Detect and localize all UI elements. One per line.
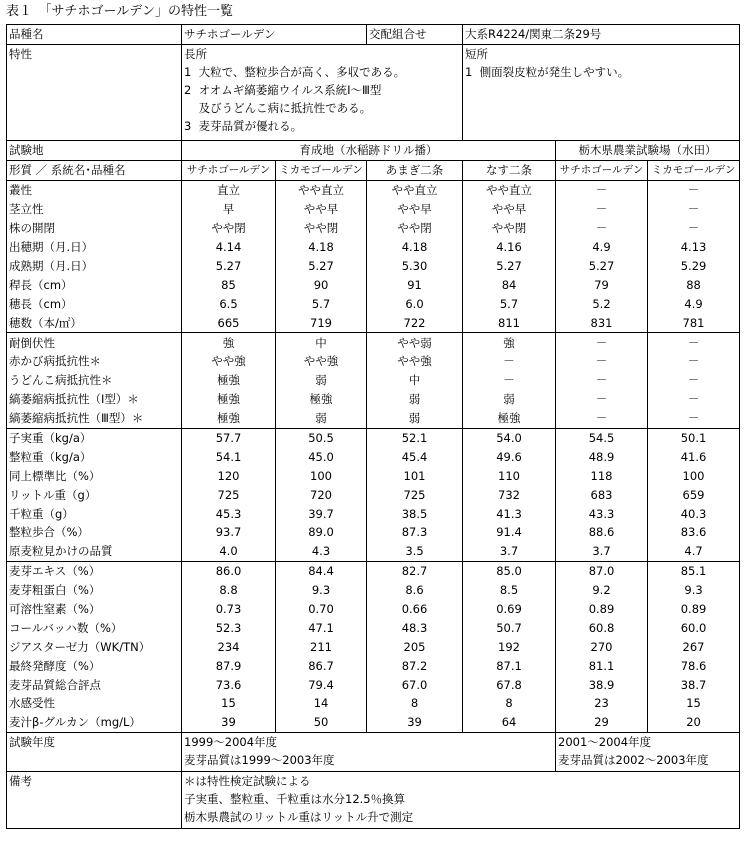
table-title: 表１ 「サチホゴールデン」の特性一覧 xyxy=(6,4,233,19)
cell-value: 41.6 xyxy=(648,447,740,466)
row-label: 原麦粒見かけの品質 xyxy=(7,542,182,561)
row-label: 同上標準比（%） xyxy=(7,466,182,485)
cell-value: 0.70 xyxy=(276,600,367,619)
cell-value: － xyxy=(648,200,740,219)
table-row xyxy=(7,542,740,561)
cell-value: 85.0 xyxy=(463,561,556,580)
cell-value: 8 xyxy=(367,694,463,713)
cell-value: 極強 xyxy=(182,409,276,428)
cell-value: － xyxy=(556,219,648,238)
cell-value: 90 xyxy=(276,275,367,294)
cell-value: 23 xyxy=(556,694,648,713)
strength-line: 及びうどんこ病に抵抗性である。 xyxy=(184,101,372,115)
cell-value: 79.4 xyxy=(276,675,367,694)
column-header: なす二条 xyxy=(463,161,556,181)
cell-value: 20 xyxy=(648,713,740,732)
cell-value: 83.6 xyxy=(648,523,740,542)
table-row xyxy=(7,200,740,219)
cross-value: 大系R4224/関東二条29号 xyxy=(463,25,740,45)
row-label: コールバッハ数（%） xyxy=(7,618,182,637)
note-line: 子実重、整粒重、千粒重は水分12.5％換算 xyxy=(184,791,406,806)
cell-value: 強 xyxy=(182,333,276,352)
site1-years-line: 麦芽品質は1999～2003年度 xyxy=(184,752,335,767)
row-label: 千粒重（g） xyxy=(7,504,182,523)
site1-years xyxy=(182,732,556,771)
cell-value: 弱 xyxy=(367,390,463,409)
cell-value: 48.9 xyxy=(556,447,648,466)
row-label: 整粒重（kg/a） xyxy=(7,447,182,466)
cell-value: やや早 xyxy=(463,200,556,219)
cell-value: 720 xyxy=(276,485,367,504)
cell-value: － xyxy=(556,409,648,428)
cell-value: 0.89 xyxy=(556,600,648,619)
cell-value: 118 xyxy=(556,466,648,485)
cell-value: 4.9 xyxy=(648,294,740,313)
strength-line: 1 大粒で、整粒歩合が高く、多収である。 xyxy=(184,65,406,79)
cell-value: 64 xyxy=(463,713,556,732)
cell-value: 強 xyxy=(463,333,556,352)
site2-years-line: 麦芽品質は2002～2003年度 xyxy=(558,752,709,767)
weakness-line: 1 側面裂皮粒が発生しやすい。 xyxy=(465,65,630,79)
site2-years-line: 2001～2004年度 xyxy=(558,734,652,749)
variety-label: 品種名 xyxy=(7,25,182,45)
site1-name: 育成地（水稲跡ドリル播） xyxy=(182,141,556,161)
table-row xyxy=(7,352,740,371)
cell-value: 86.0 xyxy=(182,561,276,580)
cell-value: 732 xyxy=(463,485,556,504)
cell-value: 54.0 xyxy=(463,428,556,447)
table-row xyxy=(7,637,740,656)
cell-value: 234 xyxy=(182,637,276,656)
row-label: 麦芽品質総合評点 xyxy=(7,675,182,694)
cell-value: 86.7 xyxy=(276,656,367,675)
cell-value: 665 xyxy=(182,313,276,332)
strengths-cell xyxy=(182,45,463,141)
cell-value: 87.2 xyxy=(367,656,463,675)
row-label: 麦芽エキス（%） xyxy=(7,561,182,580)
cell-value: 14 xyxy=(276,694,367,713)
cell-value: やや強 xyxy=(182,352,276,371)
row-label: 叢性 xyxy=(7,181,182,200)
characteristics-table xyxy=(6,24,740,829)
cell-value: 弱 xyxy=(367,409,463,428)
table-row xyxy=(7,390,740,409)
cell-value: 60.0 xyxy=(648,618,740,637)
cell-value: － xyxy=(556,181,648,200)
table-row xyxy=(7,294,740,313)
cell-value: 39.7 xyxy=(276,504,367,523)
cell-value: 4.9 xyxy=(556,238,648,257)
cell-value: 52.1 xyxy=(367,428,463,447)
cell-value: － xyxy=(556,352,648,371)
row-label: 成熟期（月.日） xyxy=(7,257,182,276)
cell-value: 78.6 xyxy=(648,656,740,675)
cell-value: 3.7 xyxy=(556,542,648,561)
cell-value: 87.9 xyxy=(182,656,276,675)
table-row xyxy=(7,694,740,713)
cell-value: 205 xyxy=(367,637,463,656)
note-line: 栃木県農試のリットル重はリットル升で測定 xyxy=(184,809,414,824)
table-row xyxy=(7,428,740,447)
row-label: 縞萎縮病抵抗性（Ⅲ型）＊ xyxy=(7,409,182,428)
row-label: 赤かび病抵抗性＊ xyxy=(7,352,182,371)
cell-value: やや早 xyxy=(367,200,463,219)
column-header: ミカモゴールデン xyxy=(276,161,367,181)
cell-value: 0.73 xyxy=(182,600,276,619)
row-label: 茎立性 xyxy=(7,200,182,219)
cell-value: 120 xyxy=(182,466,276,485)
cell-value: 267 xyxy=(648,637,740,656)
cell-value: 8 xyxy=(463,694,556,713)
row-label: 最終発酵度（%） xyxy=(7,656,182,675)
cell-value: 811 xyxy=(463,313,556,332)
cell-value: 84 xyxy=(463,275,556,294)
row-label: 水感受性 xyxy=(7,694,182,713)
cell-value: 極強 xyxy=(463,409,556,428)
column-header: ミカモゴールデン xyxy=(648,161,740,181)
table-row xyxy=(7,618,740,637)
cell-value: － xyxy=(556,371,648,390)
cell-value: 極強 xyxy=(182,390,276,409)
cell-value: － xyxy=(648,409,740,428)
cell-value: 4.7 xyxy=(648,542,740,561)
cell-value: 831 xyxy=(556,313,648,332)
cell-value: 781 xyxy=(648,313,740,332)
cell-value: 5.7 xyxy=(276,294,367,313)
row-label: 整粒歩合（%） xyxy=(7,523,182,542)
row-label: 麦芽粗蛋白（%） xyxy=(7,581,182,600)
cell-value: 早 xyxy=(182,200,276,219)
cell-value: 4.3 xyxy=(276,542,367,561)
cell-value: － xyxy=(463,371,556,390)
cross-label: 交配組合せ xyxy=(367,25,463,45)
cell-value: 47.1 xyxy=(276,618,367,637)
cell-value: やや直立 xyxy=(276,181,367,200)
weaknesses-title: 短所 xyxy=(465,47,489,61)
table-row xyxy=(7,713,740,732)
row-label: 子実重（kg/a） xyxy=(7,428,182,447)
cell-value: やや早 xyxy=(276,200,367,219)
cell-value: － xyxy=(648,352,740,371)
row-label: 縞萎縮病抵抗性（Ⅰ型）＊ xyxy=(7,390,182,409)
row-label: 稈長（cm） xyxy=(7,275,182,294)
table-row xyxy=(7,485,740,504)
table-row xyxy=(7,466,740,485)
table-row xyxy=(7,600,740,619)
row-label: リットル重（g） xyxy=(7,485,182,504)
cell-value: やや直立 xyxy=(463,181,556,200)
note-line: ＊は特性検定試験による xyxy=(184,773,311,788)
site1-years-line: 1999～2004年度 xyxy=(184,734,278,749)
cell-value: 101 xyxy=(367,466,463,485)
cell-value: 4.14 xyxy=(182,238,276,257)
cell-value: 極強 xyxy=(182,371,276,390)
cell-value: 88 xyxy=(648,275,740,294)
cell-value: 弱 xyxy=(276,371,367,390)
cell-value: 4.13 xyxy=(648,238,740,257)
cell-value: 48.3 xyxy=(367,618,463,637)
years-label: 試験年度 xyxy=(7,732,182,771)
cell-value: 49.6 xyxy=(463,447,556,466)
row-label: 穂長（cm） xyxy=(7,294,182,313)
row-label: 出穂期（月.日） xyxy=(7,238,182,257)
cell-value: 5.29 xyxy=(648,257,740,276)
cell-value: － xyxy=(556,200,648,219)
site2-years xyxy=(556,732,740,771)
strength-line: 3 麦芽品質が優れる。 xyxy=(184,119,303,133)
cell-value: 84.4 xyxy=(276,561,367,580)
site-label: 試験地 xyxy=(7,141,182,161)
cell-value: － xyxy=(648,333,740,352)
cell-value: 38.9 xyxy=(556,675,648,694)
cell-value: 5.30 xyxy=(367,257,463,276)
cell-value: 73.6 xyxy=(182,675,276,694)
row-label: 麦汁β-グルカン（mg/L） xyxy=(7,713,182,732)
cell-value: 719 xyxy=(276,313,367,332)
row-label: 穂数（本/㎡） xyxy=(7,313,182,332)
cell-value: － xyxy=(648,371,740,390)
table-row xyxy=(7,371,740,390)
cell-value: － xyxy=(556,333,648,352)
table-row xyxy=(7,675,740,694)
cell-value: やや閉 xyxy=(182,219,276,238)
cell-value: 60.8 xyxy=(556,618,648,637)
cell-value: 91.4 xyxy=(463,523,556,542)
cell-value: 39 xyxy=(182,713,276,732)
cell-value: 38.7 xyxy=(648,675,740,694)
cell-value: 722 xyxy=(367,313,463,332)
characteristics-label: 特性 xyxy=(7,45,182,141)
cell-value: 93.7 xyxy=(182,523,276,542)
cell-value: 85 xyxy=(182,275,276,294)
row-label: 株の開閉 xyxy=(7,219,182,238)
table-row xyxy=(7,409,740,428)
cell-value: 52.3 xyxy=(182,618,276,637)
cell-value: 5.27 xyxy=(556,257,648,276)
cell-value: 3.5 xyxy=(367,542,463,561)
cell-value: 39 xyxy=(367,713,463,732)
cell-value: － xyxy=(648,390,740,409)
cell-value: 67.8 xyxy=(463,675,556,694)
cell-value: 0.66 xyxy=(367,600,463,619)
cell-value: やや閉 xyxy=(276,219,367,238)
cell-value: 9.3 xyxy=(648,581,740,600)
cell-value: 110 xyxy=(463,466,556,485)
cell-value: 85.1 xyxy=(648,561,740,580)
cell-value: 直立 xyxy=(182,181,276,200)
cell-value: － xyxy=(648,219,740,238)
table-row xyxy=(7,219,740,238)
cell-value: 725 xyxy=(182,485,276,504)
cell-value: 91 xyxy=(367,275,463,294)
cell-value: 9.2 xyxy=(556,581,648,600)
column-header: あまぎ二条 xyxy=(367,161,463,181)
cell-value: 40.3 xyxy=(648,504,740,523)
table-row xyxy=(7,656,740,675)
cell-value: 50.7 xyxy=(463,618,556,637)
cell-value: 弱 xyxy=(276,409,367,428)
cell-value: 659 xyxy=(648,485,740,504)
cell-value: 87.1 xyxy=(463,656,556,675)
row-label: ジアスターゼ力（WK/TN） xyxy=(7,637,182,656)
cell-value: 5.27 xyxy=(182,257,276,276)
cell-value: 45.0 xyxy=(276,447,367,466)
cell-value: 6.5 xyxy=(182,294,276,313)
cell-value: 41.3 xyxy=(463,504,556,523)
cell-value: 3.7 xyxy=(463,542,556,561)
cell-value: 725 xyxy=(367,485,463,504)
table-row xyxy=(7,523,740,542)
cell-value: 弱 xyxy=(463,390,556,409)
cell-value: 45.3 xyxy=(182,504,276,523)
cell-value: 5.2 xyxy=(556,294,648,313)
notes-label: 備考 xyxy=(7,771,182,828)
cell-value: 8.5 xyxy=(463,581,556,600)
trait-header: 形質 ／ 系統名･品種名 xyxy=(7,161,182,181)
cell-value: 5.27 xyxy=(276,257,367,276)
table-row xyxy=(7,333,740,352)
weaknesses-cell xyxy=(463,45,740,141)
cell-value: 57.7 xyxy=(182,428,276,447)
row-label: 可溶性窒素（%） xyxy=(7,600,182,619)
cell-value: やや直立 xyxy=(367,181,463,200)
cell-value: 100 xyxy=(276,466,367,485)
cell-value: 45.4 xyxy=(367,447,463,466)
table-row xyxy=(7,238,740,257)
table-row xyxy=(7,313,740,332)
cell-value: 8.8 xyxy=(182,581,276,600)
cell-value: 極強 xyxy=(276,390,367,409)
table-row xyxy=(7,257,740,276)
row-label: 耐倒伏性 xyxy=(7,333,182,352)
cell-value: 50 xyxy=(276,713,367,732)
column-header: サチホゴールデン xyxy=(556,161,648,181)
cell-value: 79 xyxy=(556,275,648,294)
cell-value: 4.16 xyxy=(463,238,556,257)
row-label: うどんこ病抵抗性＊ xyxy=(7,371,182,390)
cell-value: 211 xyxy=(276,637,367,656)
site2-name: 栃木県農業試験場（水田） xyxy=(556,141,740,161)
cell-value: 50.5 xyxy=(276,428,367,447)
cell-value: 4.18 xyxy=(276,238,367,257)
notes-cell xyxy=(182,771,740,828)
cell-value: やや強 xyxy=(367,352,463,371)
cell-value: 4.0 xyxy=(182,542,276,561)
cell-value: やや閉 xyxy=(463,219,556,238)
cell-value: 5.27 xyxy=(463,257,556,276)
cell-value: 100 xyxy=(648,466,740,485)
cell-value: 54.5 xyxy=(556,428,648,447)
cell-value: 192 xyxy=(463,637,556,656)
cell-value: － xyxy=(463,352,556,371)
table-row xyxy=(7,275,740,294)
cell-value: 中 xyxy=(276,333,367,352)
table-row xyxy=(7,504,740,523)
cell-value: 67.0 xyxy=(367,675,463,694)
cell-value: やや強 xyxy=(276,352,367,371)
cell-value: 5.7 xyxy=(463,294,556,313)
table-row xyxy=(7,181,740,200)
cell-value: 87.3 xyxy=(367,523,463,542)
cell-value: 88.6 xyxy=(556,523,648,542)
cell-value: 50.1 xyxy=(648,428,740,447)
strength-line: 2 オオムギ縞萎縮ウイルス系統Ⅰ～Ⅲ型 xyxy=(184,83,382,97)
cell-value: － xyxy=(648,181,740,200)
cell-value: 9.3 xyxy=(276,581,367,600)
cell-value: やや弱 xyxy=(367,333,463,352)
cell-value: 54.1 xyxy=(182,447,276,466)
table-row xyxy=(7,561,740,580)
column-header: サチホゴールデン xyxy=(182,161,276,181)
cell-value: 6.0 xyxy=(367,294,463,313)
cell-value: 683 xyxy=(556,485,648,504)
cell-value: 0.89 xyxy=(648,600,740,619)
cell-value: 15 xyxy=(648,694,740,713)
cell-value: － xyxy=(556,390,648,409)
cell-value: 43.3 xyxy=(556,504,648,523)
cell-value: 0.69 xyxy=(463,600,556,619)
cell-value: 15 xyxy=(182,694,276,713)
cell-value: 38.5 xyxy=(367,504,463,523)
cell-value: 89.0 xyxy=(276,523,367,542)
cell-value: 4.18 xyxy=(367,238,463,257)
cell-value: 270 xyxy=(556,637,648,656)
cell-value: 82.7 xyxy=(367,561,463,580)
table-row xyxy=(7,581,740,600)
cell-value: 87.0 xyxy=(556,561,648,580)
variety-name: サチホゴールデン xyxy=(182,25,367,45)
cell-value: 81.1 xyxy=(556,656,648,675)
table-row xyxy=(7,447,740,466)
cell-value: 8.6 xyxy=(367,581,463,600)
cell-value: やや閉 xyxy=(367,219,463,238)
cell-value: 29 xyxy=(556,713,648,732)
strengths-title: 長所 xyxy=(184,47,207,61)
cell-value: 中 xyxy=(367,371,463,390)
